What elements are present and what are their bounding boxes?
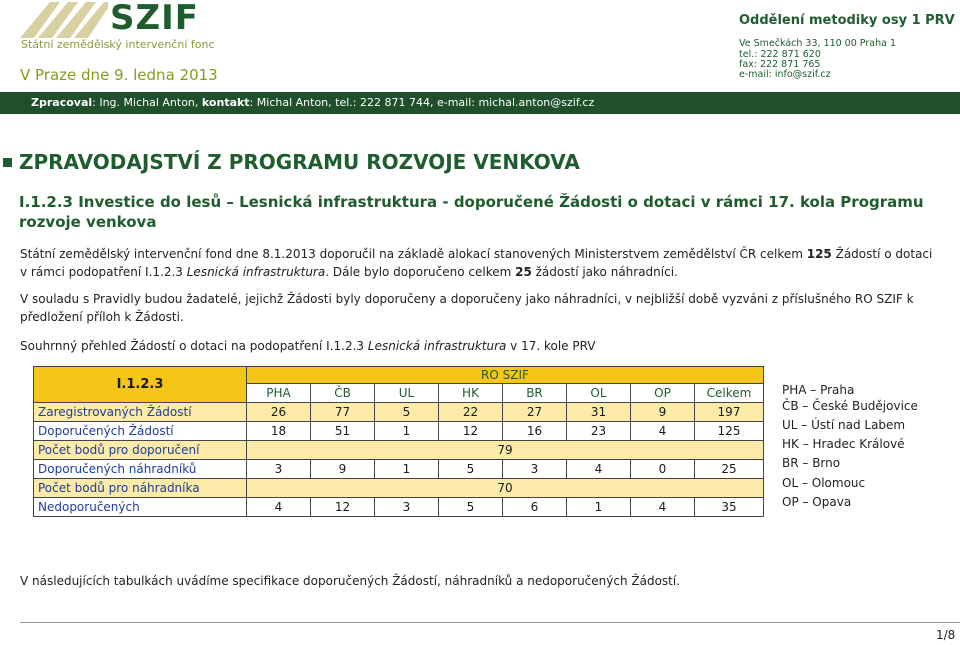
prepared-label: Zpracoval xyxy=(31,96,93,109)
contact-address: Ve Smečkách 33, 110 00 Praha 1 xyxy=(739,38,896,49)
col-header-ol: OL xyxy=(567,384,631,403)
main-heading: ZPRAVODAJSTVÍ Z PROGRAMU ROZVOJE VENKOVA xyxy=(19,150,580,174)
p1-text-c: . Dále bylo doporučeno celkem xyxy=(325,265,516,279)
col-header-hk: HK xyxy=(439,384,503,403)
col-header-ul: UL xyxy=(375,384,439,403)
table-corner-title: I.1.2.3 xyxy=(34,367,247,403)
table-cell: 3 xyxy=(375,498,439,517)
table-cell-merged: 70 xyxy=(247,479,764,498)
legend-pha: PHA – Praha xyxy=(782,383,855,397)
table-row xyxy=(34,479,764,498)
contact-fax: fax: 222 871 765 xyxy=(739,59,821,70)
legend-ul: UL – Ústí nad Labem xyxy=(782,418,906,432)
p1-measure: Lesnická infrastruktura xyxy=(186,265,326,279)
table-cell: 12 xyxy=(439,422,503,441)
table-cell: 5 xyxy=(439,498,503,517)
table-cell: 12 xyxy=(311,498,375,517)
contact-details[interactable]: : Michal Anton, tel.: 222 871 744, e-mail: michal.anton@szif.cz xyxy=(249,96,595,109)
table-cell: 51 xyxy=(311,422,375,441)
heading-bullet-icon xyxy=(3,158,12,167)
table-cell: 4 xyxy=(567,460,631,479)
table-cell: 3 xyxy=(247,460,311,479)
table-cell-total: 125 xyxy=(695,422,764,441)
table-row xyxy=(34,441,764,460)
page-number: 1/8 xyxy=(936,628,956,642)
department-title: Oddělení metodiky osy 1 PRV xyxy=(739,13,955,28)
table-cell: 4 xyxy=(631,422,695,441)
szif-logo-icon xyxy=(20,2,108,38)
table-cell: 26 xyxy=(247,403,311,422)
table-cell: 27 xyxy=(503,403,567,422)
table-row xyxy=(34,403,764,422)
table-cell: 9 xyxy=(311,460,375,479)
table-cell: 23 xyxy=(567,422,631,441)
footer-divider xyxy=(20,622,960,623)
table-cell: 3 xyxy=(503,460,567,479)
table-row xyxy=(34,422,764,441)
legend-hk: HK – Hradec Králové xyxy=(782,437,905,451)
logo-subtitle: Státní zemědělský intervenční fonc xyxy=(21,38,215,51)
contact-email[interactable]: e-mail: info@szif.cz xyxy=(739,69,831,80)
table-cell: 1 xyxy=(375,422,439,441)
sub-heading: I.1.2.3 Investice do lesů – Lesnická infrastruktura - doporučené Žádosti o dotaci v rámci 17. kola Programu rozvoje venkova xyxy=(19,193,924,231)
table-group-header: RO SZIF xyxy=(247,367,764,384)
date-line: V Praze dne 9. ledna 2013 xyxy=(20,66,218,84)
table-cell: 9 xyxy=(631,403,695,422)
summary-table xyxy=(33,366,764,517)
contact-phone: tel.: 222 871 620 xyxy=(739,49,821,60)
p3-text-a: Souhrnný přehled Žádostí o dotaci na podopatření I.1.2.3 xyxy=(20,339,368,353)
p3-text-b: v 17. kole PRV xyxy=(506,339,596,353)
p1-text-a: Státní zemědělský intervenční fond dne 8.1.2013 doporučil na základě alokací stanovených Ministerstvem zemědělství ČR celkem xyxy=(20,247,807,261)
table-cell: 4 xyxy=(631,498,695,517)
table-cell: 22 xyxy=(439,403,503,422)
table-cell: 5 xyxy=(439,460,503,479)
paragraph-recommendation xyxy=(20,245,940,281)
table-cell: 18 xyxy=(247,422,311,441)
table-cell: 1 xyxy=(567,498,631,517)
p1-text-d: žádostí jako náhradníci. xyxy=(531,265,678,279)
row-label: Doporučených Žádostí xyxy=(34,422,247,441)
table-cell: 16 xyxy=(503,422,567,441)
col-header-br: BR xyxy=(503,384,567,403)
table-cell: 6 xyxy=(503,498,567,517)
logo-text: SZIF xyxy=(110,0,200,38)
table-cell-merged: 79 xyxy=(247,441,764,460)
p1-count: 125 xyxy=(806,247,832,261)
p1-substitutes: 25 xyxy=(515,265,532,279)
table-row xyxy=(34,460,764,479)
legend-ol: OL – Olomouc xyxy=(782,476,866,490)
table-cell: 5 xyxy=(375,403,439,422)
row-label: Počet bodů pro doporučení xyxy=(34,441,247,460)
footer-note: V následujících tabulkách uvádíme specifikace doporučených Žádostí, náhradníků a nedoporučených Žádostí. xyxy=(20,574,681,588)
p3-measure: Lesnická infrastruktura xyxy=(367,339,507,353)
contact-label: kontakt xyxy=(201,96,250,109)
prepared-by-text xyxy=(31,96,594,109)
row-label: Doporučených náhradníků xyxy=(34,460,247,479)
legend-br: BR – Brno xyxy=(782,456,841,470)
col-header-op: OP xyxy=(631,384,695,403)
row-label: Zaregistrovaných Žádostí xyxy=(34,403,247,422)
table-cell: 4 xyxy=(247,498,311,517)
legend-cb: ČB – České Budějovice xyxy=(782,399,918,413)
table-cell-total: 197 xyxy=(695,403,764,422)
table-cell: 1 xyxy=(375,460,439,479)
paragraph-rules: V souladu s Pravidly budou žadatelé, jejichž Žádosti byly doporučeny a doporučeny jako náhradníci, v nejbližší době vyzváni z příslušného RO SZIF k předložení příloh k Žádosti. xyxy=(20,292,914,324)
prepared-name: : Ing. Michal Anton, xyxy=(92,96,202,109)
table-cell: 0 xyxy=(631,460,695,479)
p1-text-b: Žádostí o dotaci v rámci podopatření I.1.2.3 xyxy=(20,247,933,279)
table-row xyxy=(34,498,764,517)
row-label: Počet bodů pro náhradníka xyxy=(34,479,247,498)
col-header-cb: ČB xyxy=(311,384,375,403)
col-header-total: Celkem xyxy=(695,384,764,403)
table-cell: 77 xyxy=(311,403,375,422)
row-label: Nedoporučených xyxy=(34,498,247,517)
table-cell: 31 xyxy=(567,403,631,422)
paragraph-summary-intro xyxy=(20,337,940,355)
table-cell-total: 25 xyxy=(695,460,764,479)
legend-op: OP – Opava xyxy=(782,495,852,509)
table-cell-total: 35 xyxy=(695,498,764,517)
col-header-pha: PHA xyxy=(247,384,311,403)
